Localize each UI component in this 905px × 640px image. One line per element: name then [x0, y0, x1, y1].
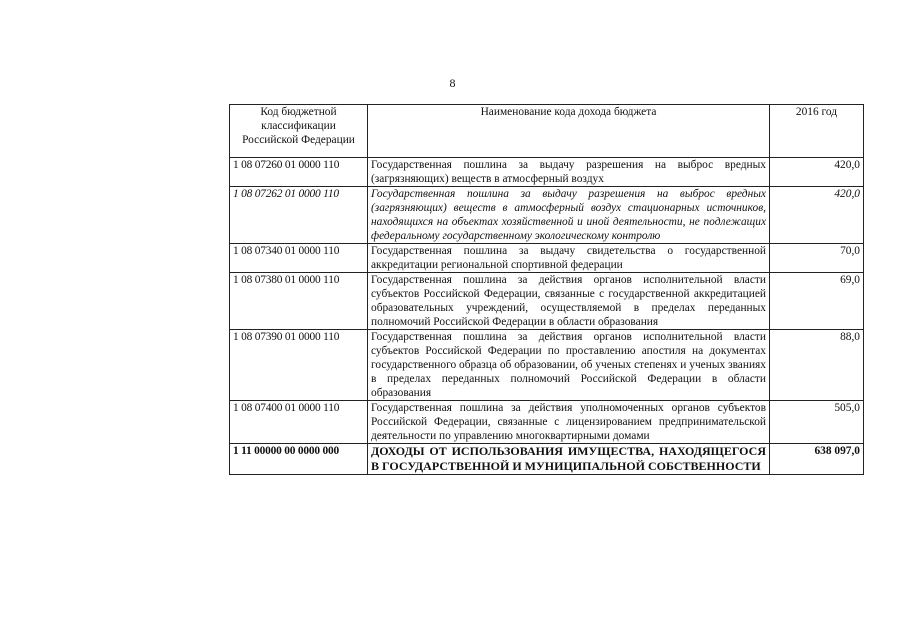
page-number: 8 [449, 76, 456, 90]
row-code: 1 11 00000 00 0000 000 [230, 444, 368, 475]
row-name: Государственная пошлина за выдачу свидетельства о государственной аккредитации региональной спортивной федерации [368, 244, 770, 273]
row-name: Государственная пошлина за выдачу разрешения на выброс вредных (загрязняющих) веществ в атмосферный воздух стационарных источников, находящихся на объектах хозяйственной и иной деятельности, не подлежащих федеральному государственному экологическому контролю [368, 187, 770, 244]
row-code: 1 08 07340 01 0000 110 [230, 244, 368, 273]
header-year-2016: 2016 год [770, 105, 864, 158]
row-code: 1 08 07260 01 0000 110 [230, 158, 368, 187]
table-row [230, 187, 864, 244]
table-row-section-total [230, 444, 864, 475]
table-row [230, 158, 864, 187]
row-name: Государственная пошлина за действия органов исполнительной власти субъектов Российской Федерации по проставлению апостиля на документах государственного образца об образовании, об ученых степенях и ученых званиях в пределах переданных полномочий Российской Федерации в области образования [368, 330, 770, 401]
table-row [230, 401, 864, 444]
row-amount: 88,0 [770, 330, 864, 401]
row-name: Государственная пошлина за действия уполномоченных органов субъектов Российской Федерации, связанные с лицензированием предпринимательской деятельности по управлению многоквартирными домами [368, 401, 770, 444]
table-row [230, 273, 864, 330]
header-revenue-name: Наименование кода дохода бюджета [368, 105, 770, 158]
table-row [230, 244, 864, 273]
row-code: 1 08 07390 01 0000 110 [230, 330, 368, 401]
row-amount: 638 097,0 [770, 444, 864, 475]
row-amount: 70,0 [770, 244, 864, 273]
row-code: 1 08 07262 01 0000 110 [230, 187, 368, 244]
row-name: Государственная пошлина за действия органов исполнительной власти субъектов Российской Федерации, связанные с государственной аккредитацией образовательных учреждений, осуществляемой в пределах переданных полномочий Российской Федерации в области образования [368, 273, 770, 330]
table-row [230, 330, 864, 401]
row-name: ДОХОДЫ ОТ ИСПОЛЬЗОВАНИЯ ИМУЩЕСТВА, НАХОДЯЩЕГОСЯ В ГОСУДАРСТВЕННОЙ И МУНИЦИПАЛЬНОЙ СОБСТВЕННОСТИ [368, 444, 770, 475]
row-name: Государственная пошлина за выдачу разрешения на выброс вредных (загрязняющих) веществ в атмосферный воздух [368, 158, 770, 187]
row-amount: 505,0 [770, 401, 864, 444]
row-amount: 420,0 [770, 187, 864, 244]
budget-revenue-table [229, 104, 864, 475]
header-budget-code: Код бюджетной классификации Российской Федерации [230, 105, 368, 158]
table-header-row [230, 105, 864, 158]
row-code: 1 08 07400 01 0000 110 [230, 401, 368, 444]
row-code: 1 08 07380 01 0000 110 [230, 273, 368, 330]
row-amount: 420,0 [770, 158, 864, 187]
row-amount: 69,0 [770, 273, 864, 330]
